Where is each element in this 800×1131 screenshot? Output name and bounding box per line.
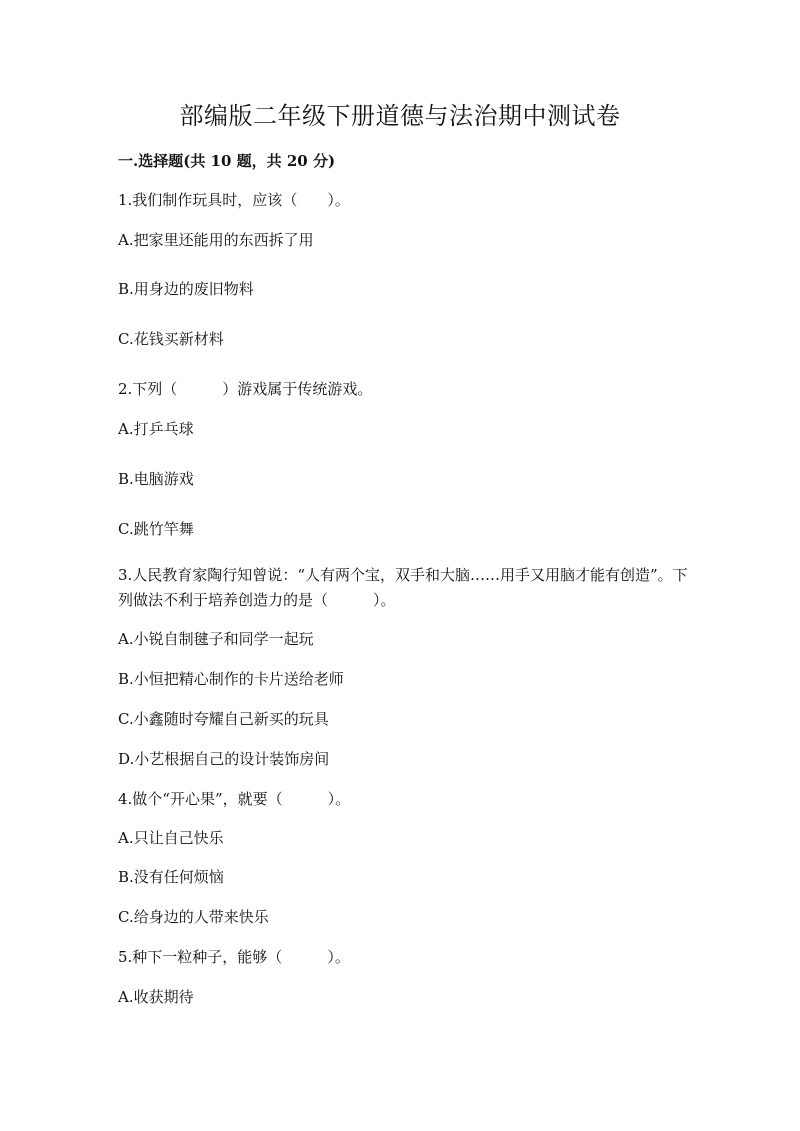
question-4-stem: 4.做个“开心果”，就要（ ）。 — [118, 790, 351, 808]
question-3-option-b: B.小恒把精心制作的卡片送给老师 — [118, 670, 344, 688]
question-3-option-a: A.小锐自制毽子和同学一起玩 — [118, 630, 314, 648]
question-3-option-d: D.小艺根据自己的设计装饰房间 — [118, 750, 330, 768]
question-5-stem: 5.种下一粒种子，能够（ ）。 — [118, 948, 350, 966]
question-2-stem: 2.下列（ ）游戏属于传统游戏。 — [118, 380, 373, 398]
question-4-option-c: C.给身边的人带来快乐 — [118, 908, 269, 926]
question-1-stem: 1.我们制作玩具时，应该（ ）。 — [118, 191, 350, 209]
question-1-option-c: C.花钱买新材料 — [118, 330, 224, 348]
page-title: 部编版二年级下册道德与法治期中测试卷 — [179, 102, 621, 130]
question-2-option-a: A.打乒乓球 — [118, 420, 194, 438]
question-2-option-b: B.电脑游戏 — [118, 470, 194, 488]
question-3-stem: 3.人民教育家陶行知曾说：“人有两个宝，双手和大脑……用手又用脑才能有创造”。下列做法不利于培养创造力的是（ ）。 — [118, 566, 688, 609]
section-heading: 一.选择题(共 10 题，共 20 分) — [118, 152, 336, 170]
question-1-option-b: B.用身边的废旧物料 — [118, 280, 254, 298]
question-3-option-c: C.小鑫随时夸耀自己新买的玩具 — [118, 710, 329, 728]
question-5-option-a: A.收获期待 — [118, 988, 194, 1006]
question-4-option-a: A.只让自己快乐 — [118, 829, 224, 847]
question-2-option-c: C.跳竹竿舞 — [118, 520, 194, 538]
question-1-option-a: A.把家里还能用的东西拆了用 — [118, 231, 314, 249]
question-4-option-b: B.没有任何烦恼 — [118, 868, 224, 886]
